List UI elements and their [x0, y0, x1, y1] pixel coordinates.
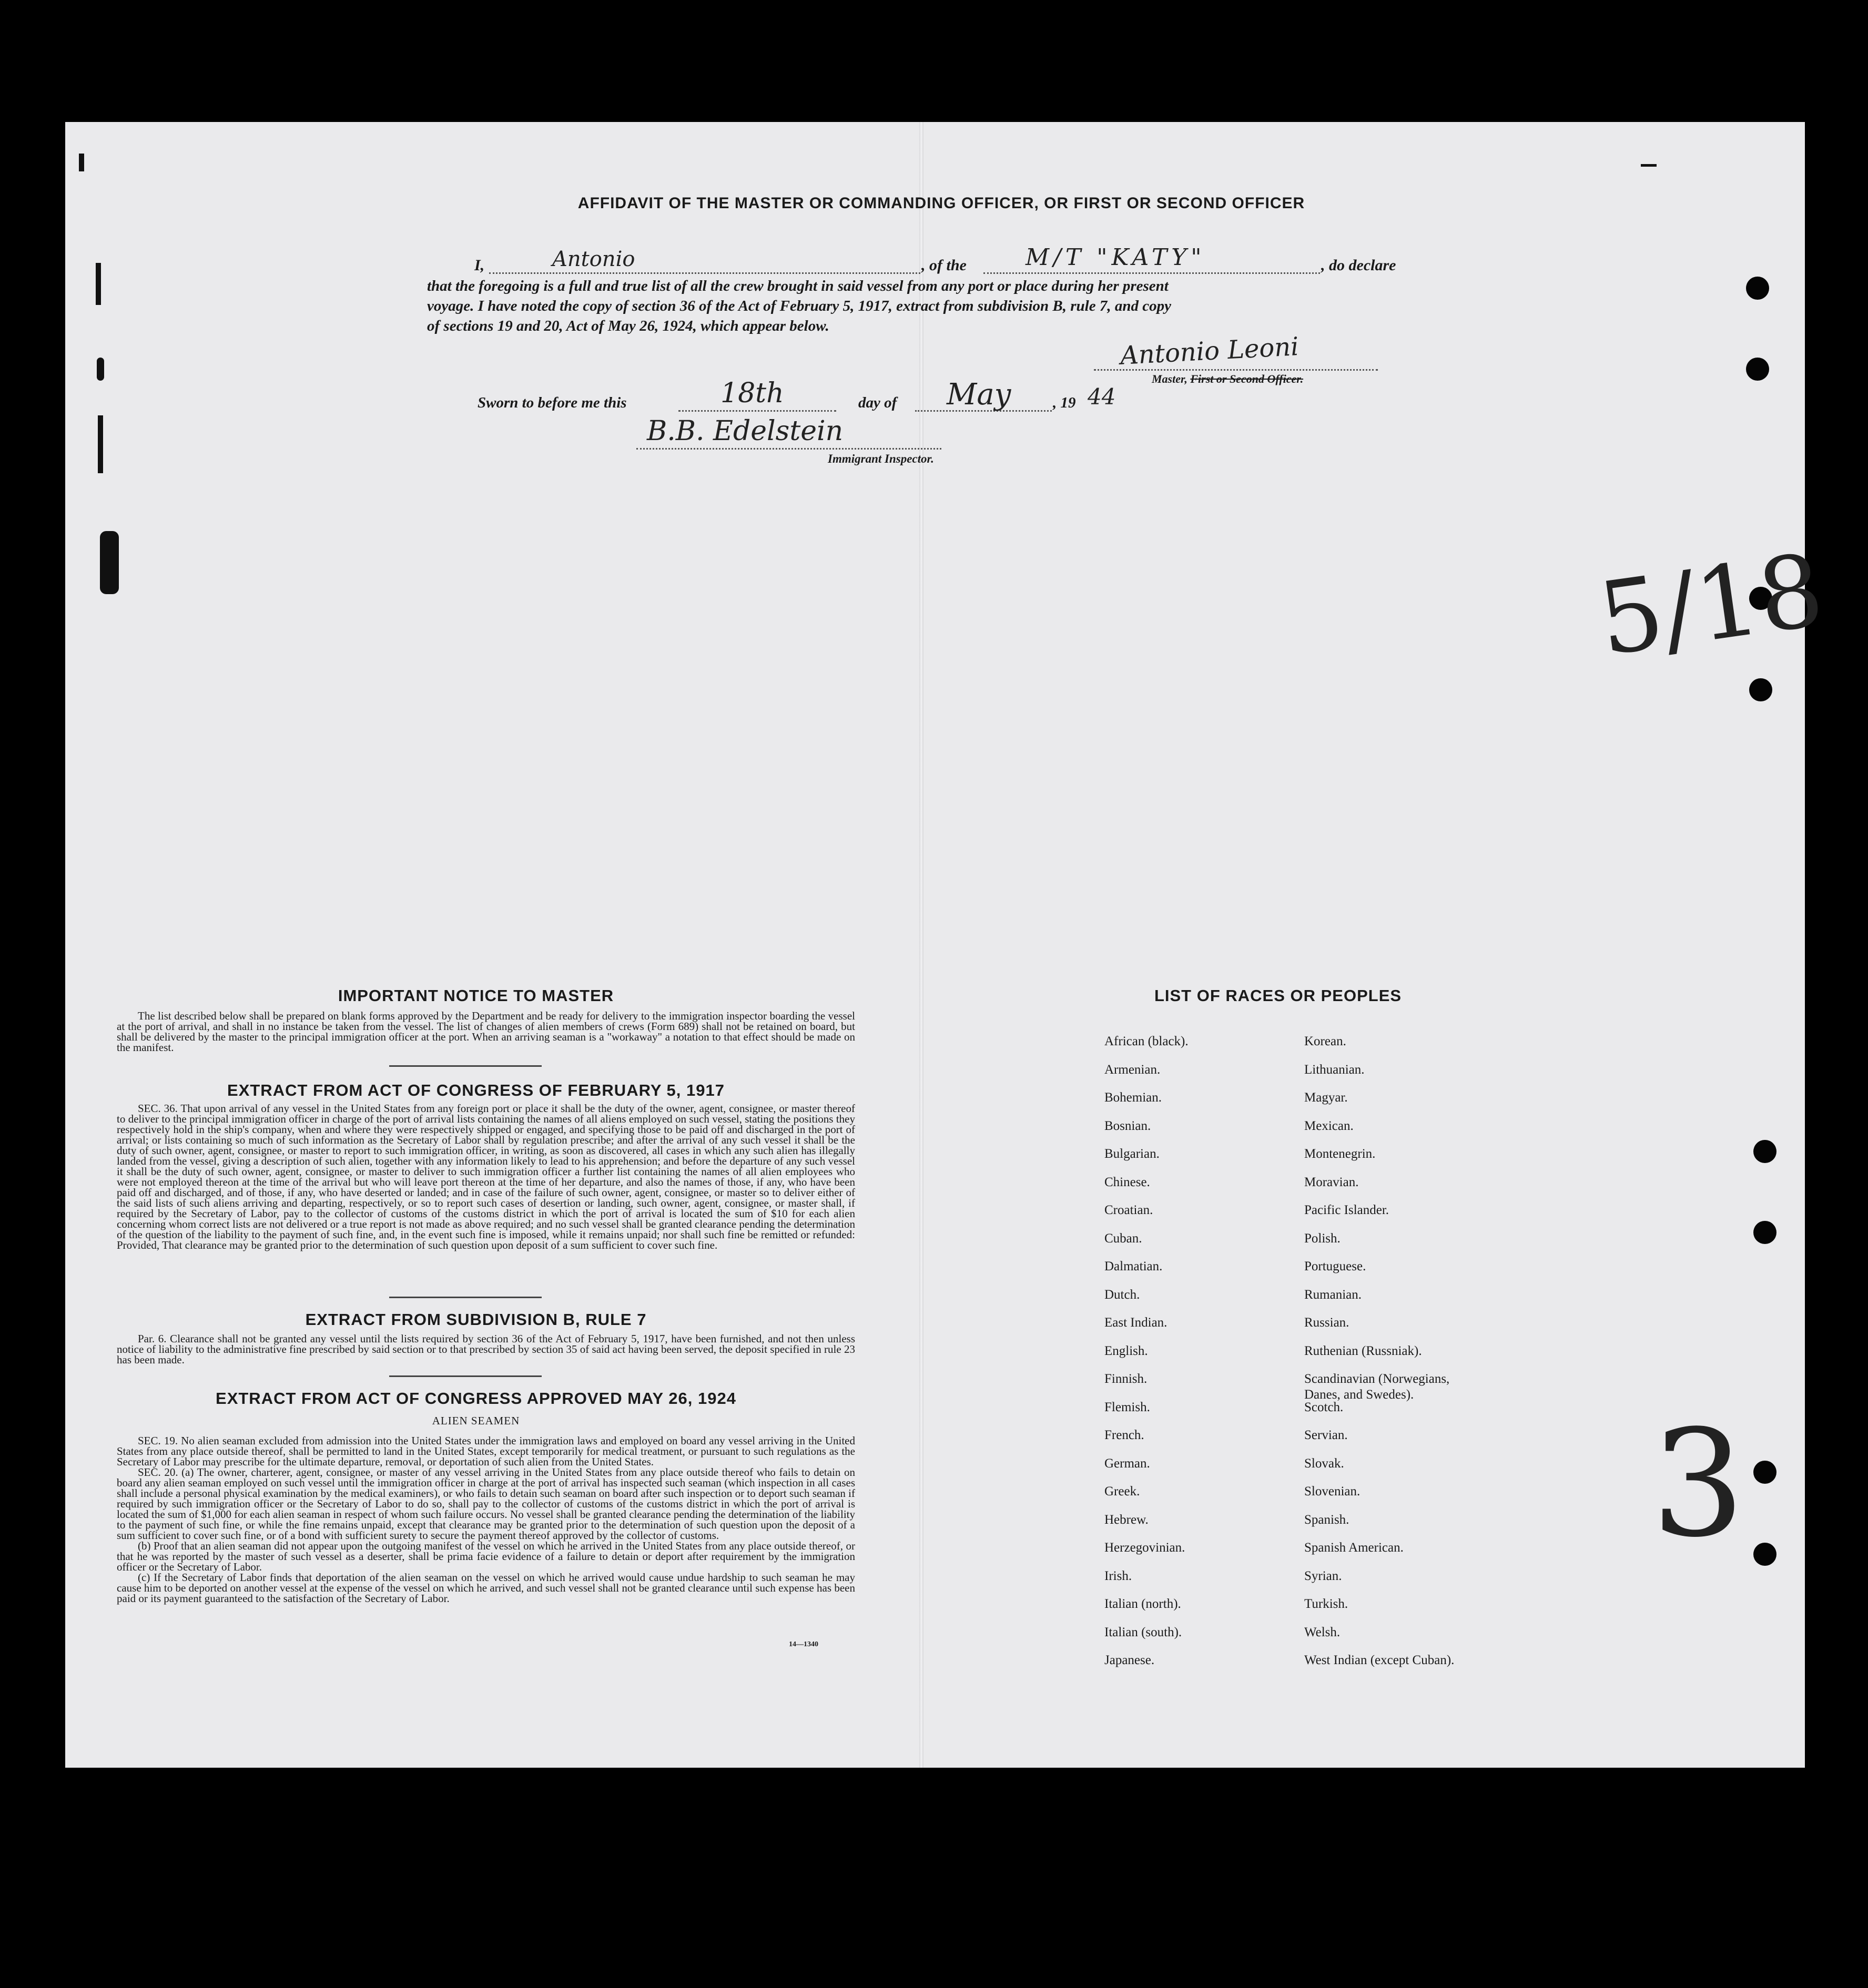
race-item: French. — [1104, 1428, 1144, 1442]
inspector-signature: B.B. Edelstein — [647, 415, 844, 447]
races-right-column — [1304, 1034, 1557, 1681]
notice-title: IMPORTANT NOTICE TO MASTER — [338, 986, 614, 1005]
divider — [389, 1375, 542, 1377]
extract-rule7-title: EXTRACT FROM SUBDIVISION B, RULE 7 — [305, 1310, 647, 1329]
page-number-annotation: 3 — [1651, 1399, 1745, 1570]
par6-paragraph: Par. 6. Clearance shall not be granted any vessel until the lists required by section 36 of the Act of February 5, 1917, have been furnished, and not then unless notice of liability to the administrative fine prescribed by said section or to that prescribed by section 35 of said act having been served, the deposit specified in rule 23 has been made. — [117, 1332, 855, 1366]
race-item: East Indian. — [1104, 1316, 1168, 1330]
race-item: Flemish. — [1104, 1400, 1150, 1414]
alien-seamen-subtitle: ALIEN SEAMEN — [432, 1414, 520, 1427]
form-number: 14—1340 — [789, 1640, 818, 1648]
race-item: Korean. — [1304, 1034, 1346, 1048]
divider — [389, 1297, 542, 1298]
race-item: Hebrew. — [1104, 1512, 1149, 1527]
race-item: German. — [1104, 1456, 1150, 1471]
day-of-label: day of — [858, 394, 897, 411]
master-caption-text: Master, — [1152, 372, 1187, 385]
sec19-paragraph: SEC. 19. No alien seaman excluded from admission into the United States under the immigration laws and employed on board any vessel arriving in the United States from any place outside thereof, shall be permitted to land in the United States, except temporarily for medical treatment, or pursuant to such regulations as the Secretary of Labor may prescribe for the ultimate departure, removal, or deportation of such alien from the United States. — [117, 1434, 855, 1468]
affidavit-title: AFFIDAVIT OF THE MASTER OR COMMANDING OFFICER, OR FIRST OR SECOND OFFICER — [577, 195, 1305, 212]
punch-hole — [1753, 1221, 1776, 1244]
punch-hole — [1746, 277, 1769, 300]
race-item: Bohemian. — [1104, 1090, 1162, 1105]
year-handwriting: 44 — [1088, 384, 1116, 410]
extract-rule7-body — [117, 1333, 855, 1365]
races-left-column — [1104, 1034, 1294, 1681]
scan-mark — [1641, 164, 1657, 167]
race-item: Scandinavian (Norwegians, Danes, and Swedes). — [1304, 1372, 1450, 1402]
scan-mark — [79, 154, 84, 171]
punch-hole — [1753, 1543, 1776, 1566]
vessel-line — [983, 272, 1320, 274]
center-fold — [919, 122, 923, 1768]
race-item: Scotch. — [1304, 1400, 1344, 1414]
race-item: Italian (south). — [1104, 1625, 1182, 1639]
master-caption-struck: First or Second Officer. — [1190, 372, 1304, 385]
race-item: Welsh. — [1304, 1625, 1341, 1639]
race-item: Slovak. — [1304, 1456, 1344, 1471]
race-item: Portuguese. — [1304, 1259, 1366, 1273]
master-name-handwriting: Antonio — [552, 247, 635, 271]
race-item: Bosnian. — [1104, 1118, 1151, 1133]
master-signature: Antonio Leoni — [1119, 332, 1300, 371]
master-signature-line — [1094, 369, 1378, 371]
sec20a-paragraph: SEC. 20. (a) The owner, charterer, agent, consignee, or master of any vessel arriving in the United States from any place outside thereof who fails to detain on board any alien seaman employed on such vessel until the immigration officer in charge at the port of arrival has inspected such seaman (which inspection in all cases shall include a personal physical examination by the medical examiners), or who fails to detain such seaman on board after such inspection or to deport such seaman if required by such immigration officer or the Secretary of Labor to do so, shall pay to the collector of customs of the customs district in which the port of arrival is located the sum of $1,000 for each alien seaman in respect of whom such failure occurs. No vessel shall be granted clearance pending the determination of the liability to the payment of such fine, or while the fine remains unpaid, except that clearance may be granted prior to the determination of such question upon the deposit of a sum sufficient to cover such fine, or of a bond with sufficient surety to secure the payment thereof approved by the collector of customs. — [117, 1466, 855, 1542]
race-item: West Indian (except Cuban). — [1304, 1653, 1455, 1667]
sworn-label: Sworn to before me this — [478, 394, 627, 411]
race-item: Rumanian. — [1304, 1287, 1362, 1302]
punch-hole — [1753, 1140, 1776, 1163]
race-item: Magyar. — [1304, 1090, 1348, 1105]
race-item: Mexican. — [1304, 1118, 1354, 1133]
race-item: Pacific Islander. — [1304, 1203, 1389, 1217]
divider — [389, 1065, 542, 1067]
sec20b-paragraph: (b) Proof that an alien seaman did not appear upon the outgoing manifest of the vessel on which he arrived in the United States from any place outside thereof, or that he was reported by the master of such vessel as a deserter, shall be prima facie evidence of a failure to detain or deport after requirement by the immigration officer or the Secretary of Labor. — [117, 1540, 855, 1573]
race-item: Spanish American. — [1304, 1541, 1404, 1555]
race-item: Ruthenian (Russniak). — [1304, 1343, 1422, 1358]
vessel-handwriting: M/T "KATY" — [1026, 244, 1206, 271]
race-item: Dalmatian. — [1104, 1259, 1163, 1273]
race-item: Turkish. — [1304, 1597, 1348, 1611]
scan-mark — [96, 263, 101, 305]
i-label: I, — [474, 257, 485, 274]
punch-hole — [1746, 358, 1769, 381]
race-item: Herzegovinian. — [1104, 1541, 1185, 1555]
month-handwriting: May — [947, 378, 1011, 412]
extract-1917-title: EXTRACT FROM ACT OF CONGRESS OF FEBRUARY 5, 1917 — [227, 1081, 725, 1099]
day-handwriting: 18th — [720, 378, 784, 409]
races-title: LIST OF RACES OR PEOPLES — [1154, 986, 1402, 1005]
scan-mark — [98, 415, 103, 473]
race-item: Italian (north). — [1104, 1597, 1181, 1611]
race-item: Cuban. — [1104, 1231, 1142, 1246]
year-prefix: , 19 — [1053, 394, 1076, 411]
race-item: Syrian. — [1304, 1568, 1342, 1583]
date-annotation: 5/18 — [1591, 532, 1830, 678]
declaration-line-1: that the foregoing is a full and true list of all the crew brought in said vessel from any port or place during her present — [427, 278, 1169, 294]
declaration-line-3: of sections 19 and 20, Act of May 26, 1924, which appear below. — [427, 318, 829, 334]
race-item: English. — [1104, 1343, 1148, 1358]
extract-1917-body — [117, 1103, 855, 1250]
race-item: Russian. — [1304, 1316, 1349, 1330]
do-declare-label: , do declare — [1321, 257, 1396, 274]
race-item: Greek. — [1104, 1484, 1140, 1498]
inspector-signature-line — [636, 448, 941, 450]
race-item: African (black). — [1104, 1034, 1189, 1048]
race-item: Irish. — [1104, 1568, 1132, 1583]
master-caption — [1152, 372, 1303, 386]
notice-body — [117, 1011, 855, 1053]
day-line — [678, 410, 836, 412]
race-item: Dutch. — [1104, 1287, 1140, 1302]
scan-mark — [97, 358, 104, 381]
sec20c-paragraph: (c) If the Secretary of Labor finds that deportation of the alien seaman on the vessel on which he arrived would cause undue hardship to such seaman he may cause him to be deported on another vessel at the expense of the vessel on which he arrived, and such vessel shall not be granted clearance until such expense has been paid or its payment guaranteed to the satisfaction of the Secretary of Labor. — [117, 1571, 855, 1605]
notice-paragraph: The list described below shall be prepared on blank forms approved by the Department and be ready for delivery to the immigration inspector boarding the vessel at the port of arrival, and shall in no instance be taken from the vessel. The list of changes of alien members of crews (Form 689) shall not be retained on board, but shall be delivered by the master to the principal immigration officer at the port. When an arriving seaman is a "workaway" a notation to that effect should be made on the manifest. — [117, 1010, 855, 1054]
inspector-caption: Immigrant Inspector. — [828, 452, 934, 465]
race-item: Spanish. — [1304, 1512, 1349, 1527]
extract-1924-body — [117, 1435, 855, 1604]
of-the-label: , of the — [921, 257, 967, 274]
race-item: Bulgarian. — [1104, 1147, 1160, 1161]
punch-hole — [1749, 678, 1772, 701]
race-item: Servian. — [1304, 1428, 1348, 1442]
race-item: Croatian. — [1104, 1203, 1153, 1217]
race-item: Lithuanian. — [1304, 1062, 1365, 1077]
extract-1924-title: EXTRACT FROM ACT OF CONGRESS APPROVED MAY 26, 1924 — [216, 1389, 736, 1408]
race-item: Montenegrin. — [1304, 1147, 1376, 1161]
race-item: Armenian. — [1104, 1062, 1161, 1077]
race-item: Finnish. — [1104, 1372, 1148, 1386]
declaration-line-2: voyage. I have noted the copy of section 36 of the Act of February 5, 1917, extract from subdivision B, rule 7, and copy — [427, 298, 1171, 314]
punch-hole — [1753, 1461, 1776, 1484]
race-item: Polish. — [1304, 1231, 1341, 1246]
sec36-paragraph: SEC. 36. That upon arrival of any vessel in the United States from any foreign port or place it shall be the duty of the owner, agent, consignee, or master thereof to deliver to the principal immigration officer in charge of the port of arrival lists containing the names of all aliens employed on such vessel, stating the positions they respectively hold in the ship's company, when and where they were respectively shipped or engaged, and specifying those to be paid off and discharged in the port of arrival; or lists containing so much of such information as the Secretary of Labor shall by regulation prescribe; and after the arrival of any such vessel it shall be the duty of such owner, agent, consignee, or master to report to such immigration officer, in writing, as soon as discovered, all cases in which any such alien has illegally landed from the vessel, giving a description of such alien, together with any information likely to lead to his apprehension; and before the departure of any such vessel it shall be the duty of such owner, agent, consignee, or master to deliver to such immigration officer a further list containing the names of all alien employees who were not employed thereon at the time of the arrival but who will leave port thereon at the time of her departure, and also the names of those, if any, who have been paid off and discharged, and of those, if any, who have deserted or landed; and in case of the failure of such owner, agent, consignee, or master so to deliver either of the said lists of such aliens arriving and departing, respectively, or so to report such cases of desertion or landing, such owner, agent, consignee, or master shall, if required by the Secretary of Labor, pay to the collector of customs of the customs district in which the port of arrival is located the sum of $10 for each alien concerning whom correct lists are not delivered or a true report is not made as above required; and no such vessel shall be granted clearance pending the determination of the question of the liability to the payment of such fine, and, in the event such fine is imposed, while it remains unpaid; nor shall such fine be remitted or refunded: Provided, That clearance may be granted prior to the determination of such question upon deposit of a sum sufficient to cover such fine. — [117, 1102, 855, 1251]
race-item: Japanese. — [1104, 1653, 1155, 1667]
race-item: Chinese. — [1104, 1175, 1150, 1189]
master-name-line — [489, 272, 920, 274]
scan-mark — [100, 531, 119, 594]
race-item: Slovenian. — [1304, 1484, 1361, 1498]
race-item: Moravian. — [1304, 1175, 1359, 1189]
